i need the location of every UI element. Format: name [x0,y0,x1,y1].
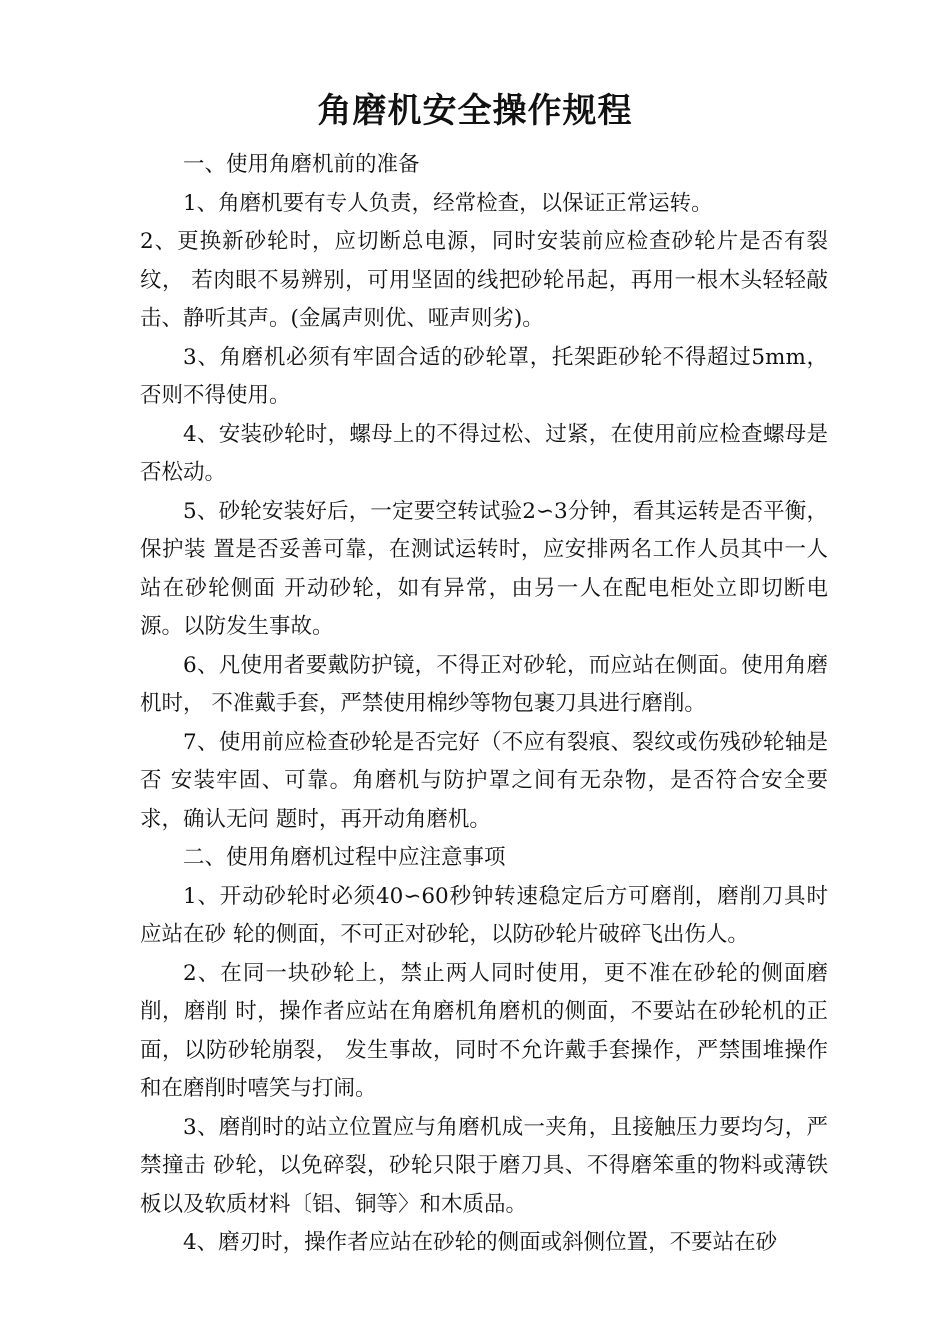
section-heading-during-use: 二、使用角磨机过程中应注意事项 [183,845,506,870]
paragraph-item-7: 7、使用前应检查砂轮是否完好（不应有裂痕、裂纹或伤残砂轮轴是否 安装牢固、可靠。角磨机与防护罩之间有无杂物，是否符合安全要求，确认无问 题时，再开动角磨机。 [140,729,828,832]
paragraph-during-3: 3、磨削时的站立位置应与角磨机成一夹角，且接触压力要均匀，严禁撞击 砂轮，以免碎裂，砂轮只限于磨刀具、不得磨笨重的物料或薄铁板以及软质材料〔铝、铜等〉和木质品。 [140,1114,828,1217]
section-heading-before-use: 一、使用角磨机前的准备 [183,152,420,177]
paragraph-during-4: 4、磨刃时，操作者应站在砂轮的侧面或斜侧位置，不要站在砂 [183,1230,778,1255]
document-title: 角磨机安全操作规程 [317,91,633,131]
paragraph-during-2: 2、在同一块砂轮上，禁止两人同时使用，更不准在砂轮的侧面磨削，磨削 时，操作者应站在角磨机角磨机的侧面，不要站在砂轮机的正面，以防砂轮崩裂， 发生事故，同时不允许戴手套操作，严禁围堆操作和在磨削时嘻笑与打闹。 [140,960,828,1101]
paragraph-item-1: 1、角磨机要有专人负责，经常检查，以保证正常运转。 [183,190,713,216]
paragraph-item-4: 4、安装砂轮时，螺母上的不得过松、过紧，在使用前应检查螺母是否松动。 [140,421,828,485]
paragraph-during-1: 1、开动砂轮时必须40∽60秒钟转速稳定后方可磨削，磨削刀具时应站在砂 轮的侧面，不可正对砂轮，以防砂轮片破碎飞出伤人。 [140,883,828,947]
document-body [140,146,828,1263]
paragraph-item-6: 6、凡使用者要戴防护镜，不得正对砂轮，而应站在侧面。使用角磨机时， 不准戴手套，严禁使用棉纱等物包裹刀具进行磨削。 [140,652,828,716]
paragraph-item-5: 5、砂轮安装好后，一定要空转试验2∽3分钟，看其运转是否平衡，保护装 置是否妥善可靠，在测试运转时，应安排两名工作人员其中一人站在砂轮侧面 开动砂轮，如有异常，由另一人在配电柜处立即切断电源。以防发生事故。 [140,498,828,639]
paragraph-item-2: 2、更换新砂轮时，应切断总电源，同时安装前应检查砂轮片是否有裂纹， 若肉眼不易辨别，可用坚固的线把砂轮吊起，再用一根木头轻轻敲击、静听其声。(金属声则优、哑声则劣)。 [140,229,828,331]
paragraph-item-3: 3、角磨机必须有牢固合适的砂轮罩，托架距砂轮不得超过5mm，否则不得使用。 [140,344,828,408]
